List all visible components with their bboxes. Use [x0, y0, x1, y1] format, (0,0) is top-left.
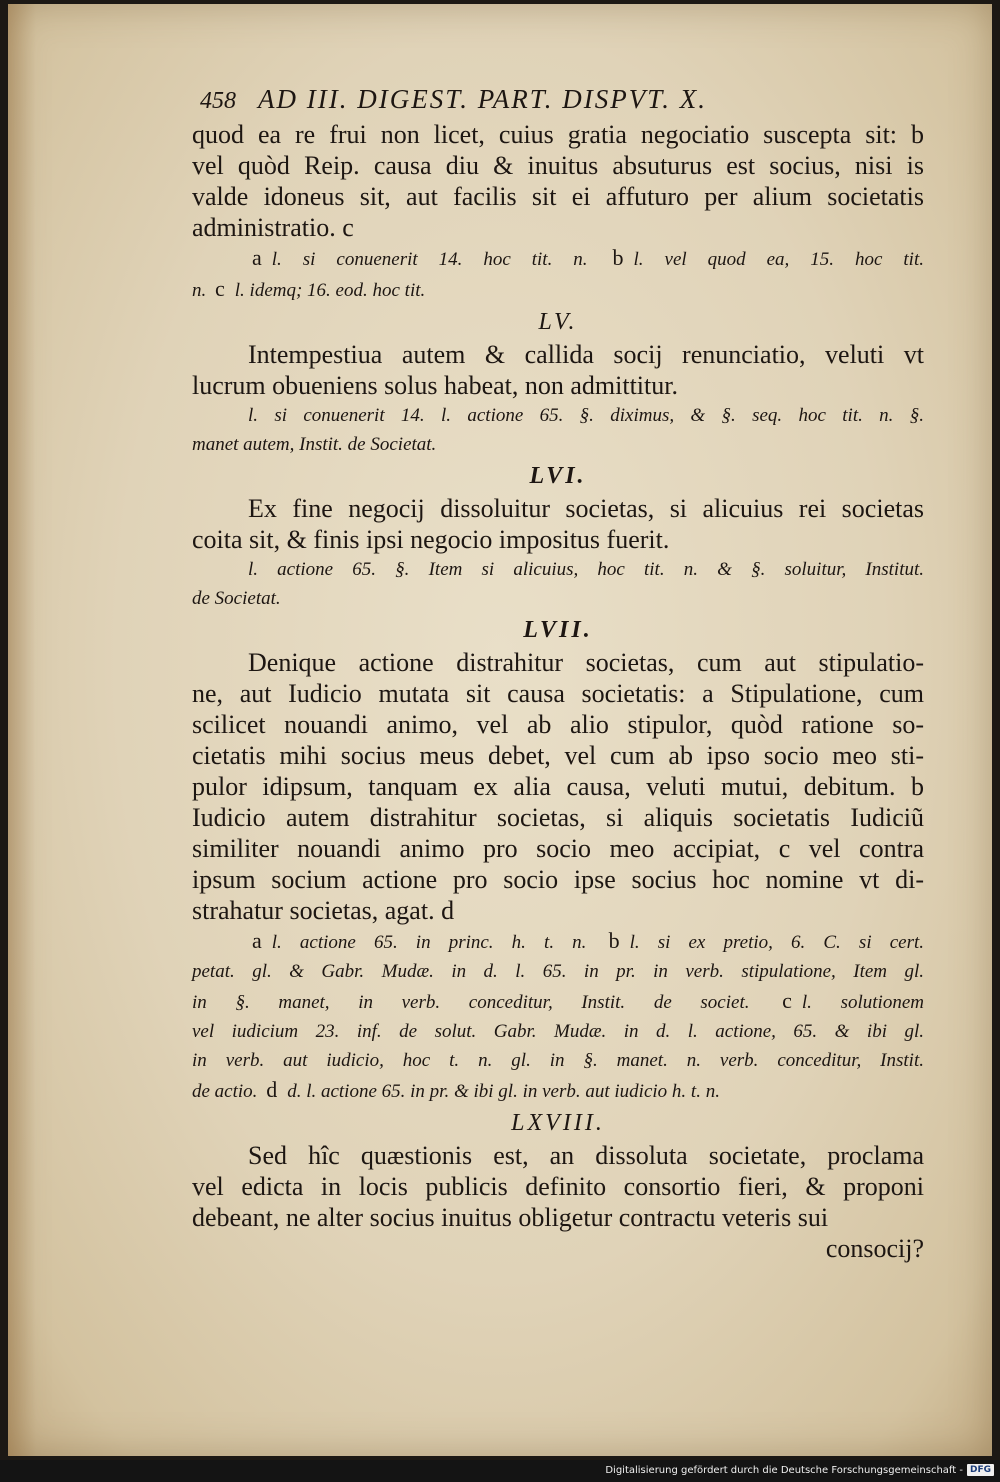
footnote-text: d. l. actione 65. in pr. & ibi gl. in verb. aut iudicio h. t. n. [287, 1081, 720, 1102]
section-number: LXVIII. [511, 1110, 605, 1136]
footnote-text: l. actione 65. in princ. h. t. n. [271, 932, 605, 953]
text-line: Iudicio autem distrahitur societas, si aliquis societatis Iudiciũ [192, 803, 924, 832]
footnote-marker: a [252, 245, 262, 270]
footnote-text: l. vel quod ea, 15. hoc tit. [633, 249, 924, 270]
text-line: vel edicta in locis publicis definito consortio fieri, & proponi [192, 1172, 924, 1201]
page-number: 458 [200, 88, 236, 114]
running-header [200, 84, 924, 117]
footnote-text: l. si ex pretio, 6. C. si cert. [629, 932, 924, 953]
footnote-marker: c [782, 988, 792, 1013]
section-number: LVI. [529, 463, 587, 489]
citation-line: l. actione 65. §. Item si alicuius, hoc tit. n. & §. soluitur, Institut. [248, 559, 924, 580]
section-number: LVII. [523, 617, 593, 643]
footnote-marker: b [612, 245, 624, 270]
text-line: valde idoneus sit, aut facilis sit ei affuturo per alium societatis [192, 182, 924, 211]
footnote-marker: b [608, 928, 620, 953]
text-line: similiter nouandi animo pro socio meo accipiat, c vel contra [192, 834, 924, 863]
footnote-marker: c [215, 276, 225, 301]
section-number: LV. [538, 309, 578, 335]
citation-line: de Societat. [192, 588, 281, 609]
text-line: Intempestiua autem & callida socij renunciatio, veluti vt [248, 340, 924, 369]
footnote-text: l. idemq; 16. eod. hoc tit. [234, 280, 426, 301]
footnote-text: petat. gl. & Gabr. Mudæ. in d. l. 65. in pr. in verb. stipulatione, Item gl. [192, 961, 924, 982]
footnote-line [192, 1017, 924, 1046]
text-line: lucrum obueniens solus habeat, non admittitur. [192, 371, 678, 400]
text-line: Ex fine negocij dissoluitur societas, si alicuius rei societas [248, 494, 924, 523]
footnote-text: vel iudicium 23. inf. de solut. Gabr. Mudæ. in d. l. actione, 65. & ibi gl. [192, 1021, 924, 1042]
page-edge-stain [8, 4, 36, 1456]
text-line: coita sit, & finis ipsi negocio impositus fuerit. [192, 525, 670, 554]
text-line: pulor idipsum, tanquam ex alia causa, veluti mutui, debitum. b [192, 772, 924, 801]
catchword: consocij? [825, 1234, 924, 1263]
footer-credit: Digitalisierung gefördert durch die Deutsche Forschungsgemeinschaft - [605, 1464, 963, 1476]
text-line: Sed hîc quæstionis est, an dissoluta societate, proclama [248, 1141, 924, 1170]
text-line: cietatis mihi socius meus debet, vel cum ab ipso socio meo sti- [192, 741, 924, 770]
citation-line: manet autem, Instit. de Societat. [192, 434, 437, 455]
footnote-text: n. [192, 280, 211, 301]
text-line: ipsum socium actione pro socio ipse socius hoc nomine vt di- [192, 865, 924, 894]
footnote-text: l. solutionem [801, 992, 924, 1013]
footnote-line [192, 243, 924, 274]
footnote-line [192, 1075, 924, 1106]
footnote-line [192, 926, 924, 957]
footnote-line [192, 986, 924, 1017]
text-line: Denique actione distrahitur societas, cum aut stipulatio- [248, 648, 924, 677]
text-line: quod ea re frui non licet, cuius gratia negociatio suscepta sit: b [192, 120, 924, 149]
footnote-text: de actio. [192, 1081, 263, 1102]
page-text [192, 84, 924, 1264]
text-line: vel quòd Reip. causa diu & inuitus absuturus est socius, nisi is [192, 151, 924, 180]
footnote-line [192, 957, 924, 986]
footnote-text: in §. manet, in verb. conceditur, Instit. de societ. [192, 992, 779, 1013]
footnote-line [192, 1046, 924, 1075]
footnote-marker: a [252, 928, 262, 953]
citation-line: l. si conuenerit 14. l. actione 65. §. diximus, & §. seq. hoc tit. n. §. [248, 405, 924, 426]
footnote-text: l. si conuenerit 14. hoc tit. n. [271, 249, 609, 270]
dfg-logo: DFG [967, 1464, 994, 1476]
footnote-line [192, 274, 924, 305]
text-line: ne, aut Iudicio mutata sit causa societatis: a Stipulatione, cum [192, 679, 924, 708]
page-content [192, 119, 924, 1264]
text-line: debeant, ne alter socius inuitus obligetur contractu veteris sui [192, 1203, 829, 1232]
footnote-marker: d [266, 1077, 278, 1102]
text-line: strahatur societas, agat. d [192, 896, 455, 925]
text-line: administratio. c [192, 213, 354, 242]
digitization-footer [605, 1464, 994, 1476]
running-title: AD III. DIGEST. PART. DISPVT. X. [258, 84, 707, 114]
text-line: scilicet nouandi animo, vel ab alio stipulor, quòd ratione so- [192, 710, 924, 739]
footnote-text: in verb. aut iudicio, hoc t. n. gl. in §. manet. n. verb. conceditur, Instit. [192, 1050, 924, 1071]
